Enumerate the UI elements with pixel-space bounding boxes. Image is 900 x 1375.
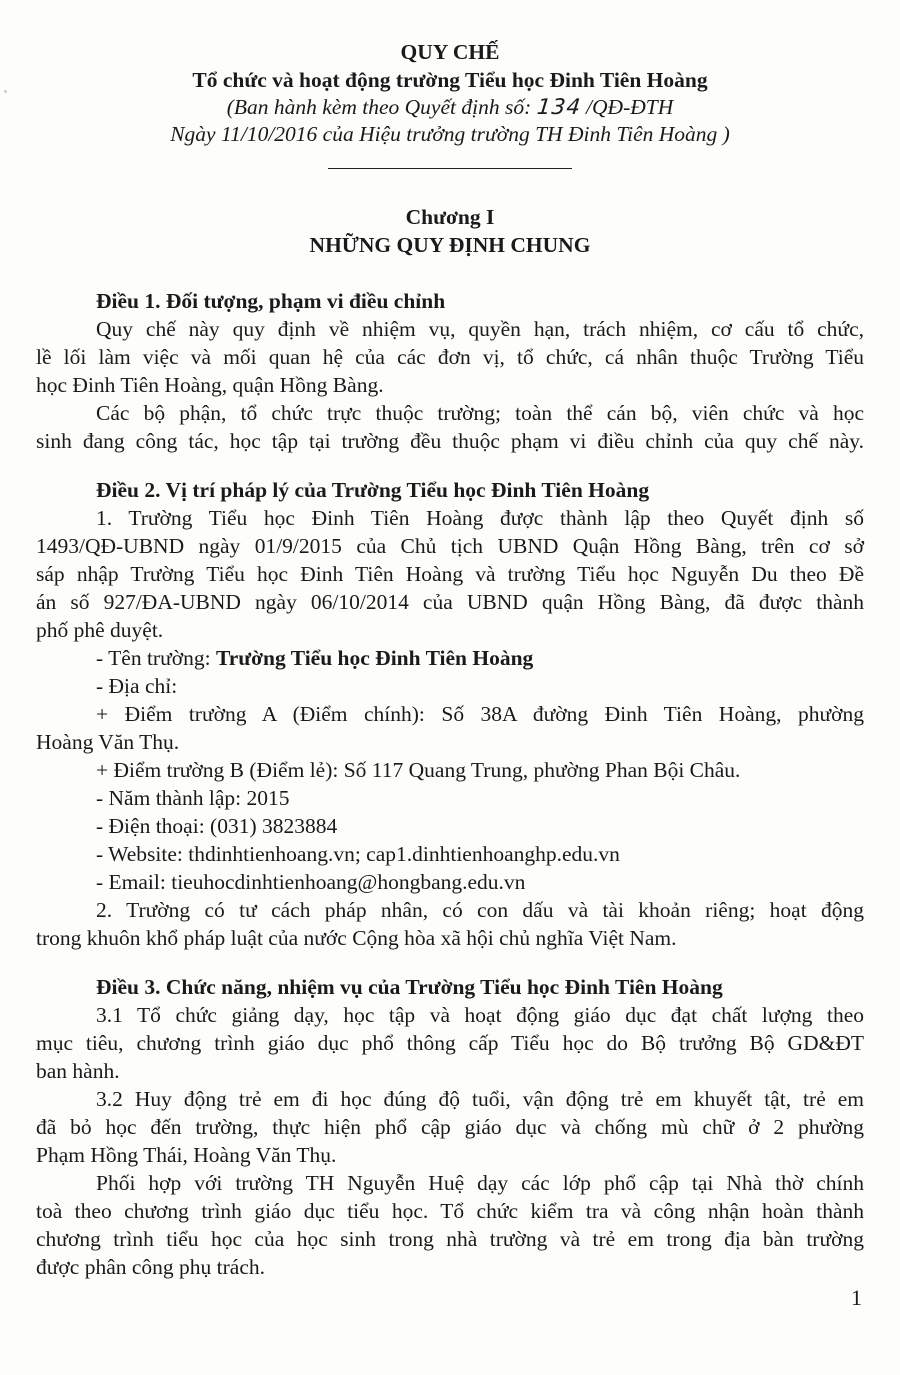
article-2-p1-line4: án số 927/ĐA-UBND ngày 06/10/2014 của UBND quận Hồng Bàng, đã được thành [36,590,864,614]
article-2-p1-line1: 1. Trường Tiểu học Đinh Tiên Hoàng được thành lập theo Quyết định số [96,506,864,530]
article-3-heading: Điều 3. Chức năng, nhiệm vụ của Trường Tiểu học Đinh Tiên Hoàng [96,975,723,999]
article-1-heading: Điều 1. Đối tượng, phạm vi điều chỉnh [96,289,446,313]
article-1-p2-line2: sinh đang công tác, học tập tại trường đều thuộc phạm vi điều chỉnh của quy chế này. [36,429,864,453]
page-number: 1 [851,1285,862,1310]
article-2-p1-line3: sáp nhập Trường Tiểu học Đinh Tiên Hoàng và trường Tiểu học Nguyễn Du theo Đề [36,562,864,586]
decision-number-handwritten: 134 [535,95,583,120]
article-1-p1-line1: Quy chế này quy định về nhiệm vụ, quyền hạn, trách nhiệm, cơ cấu tổ chức, [96,317,864,341]
article-3-p1-line1: 3.1 Tổ chức giảng dạy, học tập và hoạt động giáo dục đạt chất lượng theo [96,1003,864,1027]
article-2-heading: Điều 2. Vị trí pháp lý của Trường Tiểu học Đinh Tiên Hoàng [96,478,650,502]
school-name-label: - Tên trường: [96,646,211,670]
article-2-p2-line2: trong khuôn khổ pháp luật của nước Cộng hòa xã hội chủ nghĩa Việt Nam. [36,926,677,950]
article-3-p1-line3: ban hành. [36,1059,120,1083]
article-3-p3-line3: chương trình tiểu học của học sinh trong nhà trường và trẻ em trong địa bàn trường [36,1227,864,1251]
article-2-p1-line5: phố phê duyệt. [36,618,164,642]
school-name-value: Trường Tiểu học Đinh Tiên Hoàng [215,646,534,670]
chapter-label: Chương I [405,205,495,229]
chapter-title: NHỮNG QUY ĐỊNH CHUNG [309,233,591,257]
document-subtitle: Tổ chức và hoạt động trường Tiểu học Đinh Tiên Hoàng [192,68,708,92]
issuance-line [0,93,900,122]
article-3-p3-line4: được phân công phụ trách. [36,1255,265,1279]
founded-line: - Năm thành lập: 2015 [96,786,290,810]
article-1-p2-line1: Các bộ phận, tổ chức trực thuộc trường; toàn thể cán bộ, viên chức và học [96,401,864,425]
site-a-line1: + Điểm trường A (Điểm chính): Số 38A đường Đinh Tiên Hoàng, phường [96,702,864,726]
website-line: - Website: thdinhtienhoang.vn; cap1.dinhtienhoanghp.edu.vn [96,842,620,866]
issuance-date-line: Ngày 11/10/2016 của Hiệu trưởng trường TH Đinh Tiên Hoàng ) [170,122,730,146]
phone-line: - Điện thoại: (031) 3823884 [96,814,338,838]
article-1-p1-line2: lề lối làm việc và mối quan hệ của các đơn vị, tổ chức, cá nhân thuộc Trường Tiểu [36,345,864,369]
article-2-p2-line1: 2. Trường có tư cách pháp nhân, có con dấu và tài khoản riêng; hoạt động [96,898,864,922]
site-a-line2: Hoàng Văn Thụ. [36,730,180,754]
school-name-line [96,644,864,672]
issuance-prefix: (Ban hành kèm theo Quyết định số: [226,95,532,119]
article-3-p2-line3: Phạm Hồng Thái, Hoàng Văn Thụ. [36,1143,337,1167]
article-3-p2-line2: đã bỏ học đến trường, thực hiện phổ cập giáo dục và chống mù chữ ở 2 phường [36,1115,864,1139]
site-b-line: + Điểm trường B (Điểm lẻ): Số 117 Quang Trung, phường Phan Bội Châu. [96,758,741,782]
article-3-p2-line1: 3.2 Huy động trẻ em đi học đúng độ tuổi, vận động trẻ em khuyết tật, trẻ em [96,1087,864,1111]
document-title: QUY CHẾ [400,40,500,64]
email-line: - Email: tieuhocdinhtienhoang@hongbang.edu.vn [96,870,526,894]
issuance-suffix: /QĐ-ĐTH [586,95,674,119]
article-1-p1-line3: học Đinh Tiên Hoàng, quận Hồng Bàng. [36,373,384,397]
article-3-p3-line1: Phối hợp với trường TH Nguyễn Huệ dạy các lớp phổ cập tại Nhà thờ chính [96,1171,864,1195]
address-label: - Địa chỉ: [96,674,178,698]
header-divider [328,168,572,169]
article-3-p1-line2: mục tiêu, chương trình giáo dục phổ thông cấp Tiểu học do Bộ trưởng Bộ GD&ĐT [36,1031,864,1055]
article-2-p1-line2: 1493/QĐ-UBND ngày 01/9/2015 của Chủ tịch UBND Quận Hồng Bàng, trên cơ sở [36,534,864,558]
article-3-p3-line2: toà theo chương trình giáo dục tiểu học. Tổ chức kiểm tra và công nhận hoàn thành [36,1199,864,1223]
